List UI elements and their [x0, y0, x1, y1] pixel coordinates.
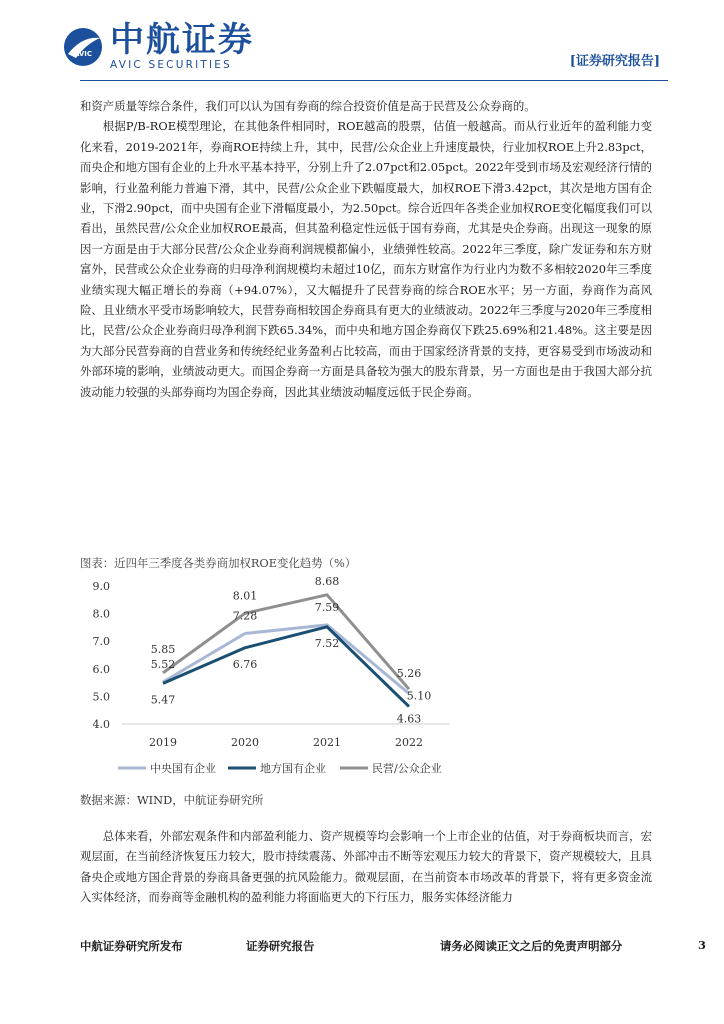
data-label: 5.26: [396, 667, 422, 681]
data-label: 7.59: [314, 600, 340, 614]
data-label: 7.52: [314, 636, 340, 650]
data-label: 5.85: [150, 642, 176, 656]
roe-line-chart: [78, 572, 478, 787]
data-label: 6.76: [232, 657, 258, 671]
footer-report-type: 证券研究报告: [246, 939, 315, 953]
logo-chinese-name: 中航证券: [110, 20, 254, 60]
chart-svg: [78, 572, 478, 787]
page-number: 3: [698, 938, 706, 952]
data-label: 5.10: [406, 689, 432, 703]
body-text-bottom: [80, 826, 652, 908]
data-label: 8.01: [232, 589, 258, 603]
x-tick-label: 2020: [231, 736, 259, 749]
footer-publisher: 中航证券研究所发布: [80, 939, 183, 953]
body-text-top: [80, 96, 652, 402]
data-label: 5.47: [150, 693, 176, 707]
legend-label: 民营/公众企业: [372, 762, 442, 775]
y-tick-label: 8.0: [92, 607, 110, 621]
y-tick-label: 6.0: [92, 662, 110, 676]
logo-english-name: AVIC SECURITIES: [110, 59, 232, 71]
legend-label: 地方国有企业: [260, 762, 326, 775]
chart-source: 数据来源：WIND，中航证券研究所: [80, 793, 264, 807]
page-footer: [0, 938, 724, 968]
paragraph: 和资产质量等综合条件，我们可以认为国有券商的综合投资价值是高于民营及公众券商的。: [80, 99, 536, 113]
x-tick-label: 2022: [395, 736, 423, 749]
y-tick-label: 4.0: [92, 718, 110, 731]
avic-logo-icon: [62, 26, 104, 68]
data-label: 4.63: [396, 712, 422, 726]
data-label: 7.28: [232, 609, 258, 623]
x-tick-label: 2019: [149, 736, 177, 749]
data-label: 8.68: [314, 574, 340, 588]
footer-disclaimer: 请务必阅读正文之后的免责声明部分: [440, 939, 623, 953]
header-divider: [80, 80, 668, 81]
series-line: [163, 595, 409, 689]
series-line: [163, 625, 409, 694]
series-line: [163, 627, 409, 707]
logo-badge-text: AVIC: [73, 50, 93, 58]
x-tick-label: 2021: [313, 736, 341, 749]
paragraph: 总体来看，外部宏观条件和内部盈利能力、资产规模等均会影响一个上市企业的估值，对于券商板块而言，宏观层面，在当前经济恢复压力较大，股市持续震荡、外部冲击不断等宏观压力较大的背景下，资产规模较大，且具备央企或地方国企背景的券商具备更强的抗风险能力。微观层面，在当前资本市场改革的背景下，将有更多资金流入实体经济，而券商等金融机构的盈利能力将面临更大的下行压力，服务实体经济能力: [80, 829, 652, 905]
paragraph: 根据P/B-ROE模型理论，在其他条件相同时，ROE越高的股票，估值一般越高。而从行业近年的盈利能力变化来看，2019-2021年，券商ROE持续上升，其中，民营/公众企业上升速度最快，行业加权ROE上升2.83pct，而央企和地方国有企业的上升水平基本持平，分别上升了2.07pct和2.05pct。2022年受到市场及宏观经济行情的影响，行业盈利能力普遍下滑，其中，民营/公众企业下跌幅度最大，加权ROE下滑3.42pct，其次是地方国有企业，下滑2.90pct，而中央国有企业下滑幅度最小，为2.50pct。综合近四年各类企业加权ROE变化幅度我们可以看出，虽然民营/公众企业加权ROE最高，但其盈利稳定性远低于国有券商，尤其是央企券商。出现这一现象的原因一方面是由于大部分民营/公众企业券商利润规模都偏小，业绩弹性较高。2022年三季度，除广发证券和东方财富外，民营或公众企业券商的归母净利润规模均未超过10亿，而东方财富作为行业内为数不多相较2020年三季度业绩实现大幅正增长的券商（+94.07%），又大幅提升了民营券商的综合ROE水平；另一方面，券商作为高风险、且业绩水平受市场影响较大，民营券商相较国企券商具有更大的业绩波动。2022年三季度与2020年三季度相比，民营/公众企业券商归母净利润下跌65.34%，而中央和地方国企券商仅下跌25.69%和21.48%。这主要是因为大部分民营券商的自营业务和传统经纪业务盈利占比较高，而由于国家经济背景的支持，更容易受到市场波动和外部环境的影响，业绩波动更大。而国企券商一方面是具备较为强大的股东背景，另一方面也是由于我国大部分抗波动能力较强的头部券商均为国企券商，因此其业绩波动幅度远低于民企券商。: [80, 119, 652, 399]
legend-label: 中央国有企业: [150, 762, 216, 775]
data-label: 5.52: [150, 658, 176, 672]
chart-title: 图表：近四年三季度各类券商加权ROE变化趋势（%）: [80, 556, 357, 570]
y-tick-label: 7.0: [92, 635, 110, 649]
report-type-label: [证券研究报告]: [569, 54, 660, 69]
y-tick-label: 9.0: [92, 580, 110, 593]
page-header: [0, 0, 724, 80]
y-tick-label: 5.0: [92, 690, 110, 704]
